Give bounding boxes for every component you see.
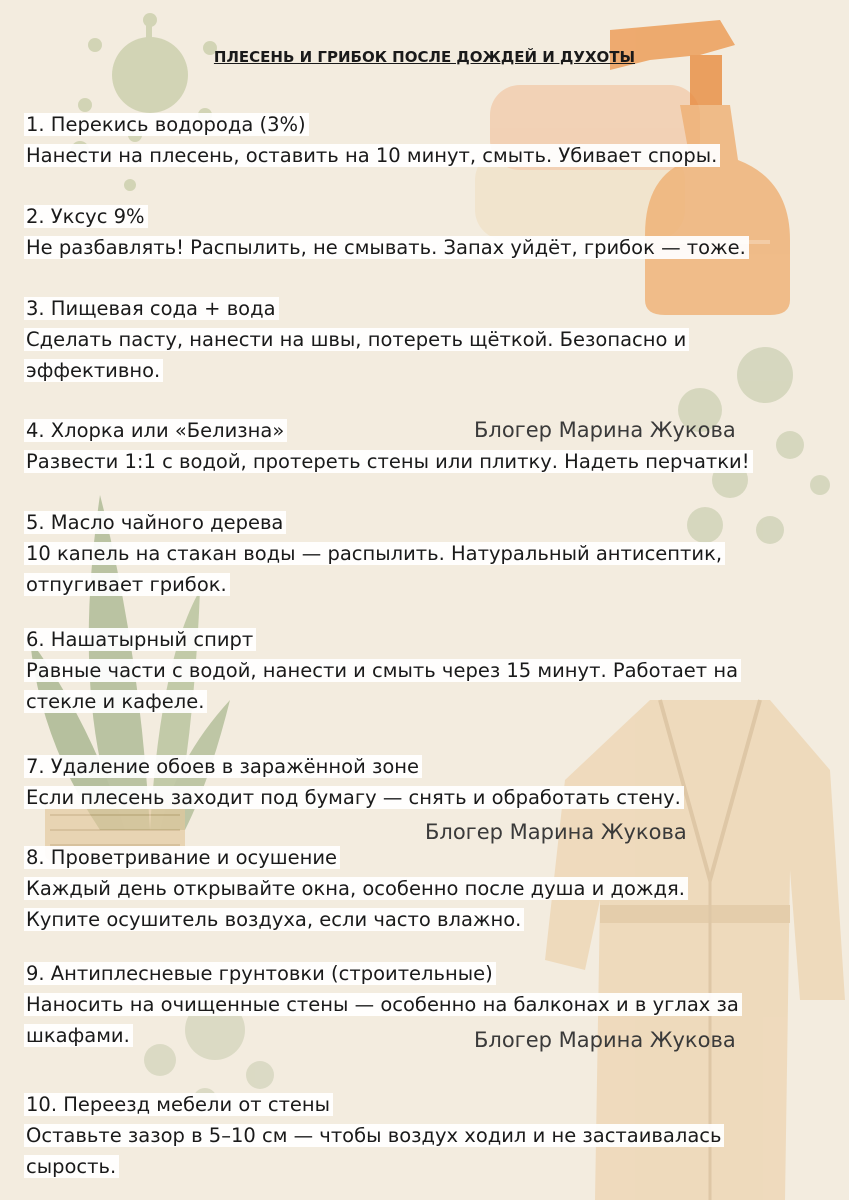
tip-text-content: эффективно. [24, 359, 163, 382]
tip-heading-content: 1. Перекись водорода (3%) [24, 113, 309, 136]
tip-heading [24, 294, 279, 324]
tip-text [24, 447, 753, 477]
tip-heading [24, 959, 496, 989]
tip-text [24, 905, 524, 935]
tip-text [24, 874, 688, 904]
tip-text-content: Развести 1:1 с водой, протереть стены или плитку. Надеть перчатки! [24, 450, 753, 473]
page-title: ПЛЕСЕНЬ И ГРИБОК ПОСЛЕ ДОЖДЕЙ И ДУХОТЫ [213, 48, 636, 66]
tip-text-content: Оставьте зазор в 5–10 см — чтобы воздух ходил и не застаивалась [24, 1124, 724, 1147]
tip-text [24, 687, 207, 717]
tip-text [24, 325, 689, 355]
tip-text [24, 570, 230, 600]
tip-text-content: шкафами. [24, 1024, 133, 1047]
tip-heading-content: 8. Проветривание и осушение [24, 846, 340, 869]
tip-heading [24, 416, 287, 446]
tip-heading [24, 1090, 333, 1120]
tip-heading-content: 7. Удаление обоев в заражённой зоне [24, 755, 422, 778]
tip-text [24, 539, 725, 569]
tip-text-content: Наносить на очищенные стены — особенно на балконах и в углах за [24, 993, 742, 1016]
tip-text [24, 1121, 724, 1151]
tip-heading [24, 843, 340, 873]
blogger-watermark: Блогер Марина Жукова [474, 1028, 736, 1052]
tip-heading [24, 625, 256, 655]
tip-text [24, 1021, 133, 1051]
blogger-watermark: Блогер Марина Жукова [474, 418, 736, 442]
tip-heading [24, 752, 422, 782]
tip-text-content: 10 капель на стакан воды — распылить. Натуральный антисептик, [24, 542, 725, 565]
blogger-watermark: Блогер Марина Жукова [425, 820, 687, 844]
tip-text-content: стекле и кафеле. [24, 690, 207, 713]
tip-text [24, 233, 749, 263]
tip-heading-content: 6. Нашатырный спирт [24, 628, 256, 651]
tip-text [24, 990, 742, 1020]
tip-text-content: Купите осушитель воздуха, если часто влажно. [24, 908, 524, 931]
tip-text [24, 783, 684, 813]
tip-text-content: сырость. [24, 1155, 119, 1178]
tip-heading-content: 10. Переезд мебели от стены [24, 1093, 333, 1116]
tip-heading [24, 110, 309, 140]
tip-heading-content: 9. Антиплесневые грунтовки (строительные) [24, 962, 496, 985]
tip-heading-content: 5. Масло чайного дерева [24, 511, 286, 534]
tip-text-content: Не разбавлять! Распылить, не смывать. Запах уйдёт, грибок — тоже. [24, 236, 749, 259]
tip-heading-content: 4. Хлорка или «Белизна» [24, 419, 287, 442]
tip-text-content: Равные части с водой, нанести и смыть через 15 минут. Работает на [24, 659, 741, 682]
tip-heading [24, 202, 148, 232]
tip-text-content: отпугивает грибок. [24, 573, 230, 596]
tip-text [24, 141, 720, 171]
tip-text-content: Нанести на плесень, оставить на 10 минут, смыть. Убивает споры. [24, 144, 720, 167]
tip-text [24, 1152, 119, 1182]
tip-heading-content: 3. Пищевая сода + вода [24, 297, 279, 320]
tip-text [24, 656, 741, 686]
tip-text-content: Сделать пасту, нанести на швы, потереть щёткой. Безопасно и [24, 328, 689, 351]
tip-text [24, 356, 163, 386]
tip-heading-content: 2. Уксус 9% [24, 205, 148, 228]
tip-heading [24, 508, 286, 538]
tip-text-content: Если плесень заходит под бумагу — снять и обработать стену. [24, 786, 684, 809]
tip-text-content: Каждый день открывайте окна, особенно после душа и дождя. [24, 877, 688, 900]
